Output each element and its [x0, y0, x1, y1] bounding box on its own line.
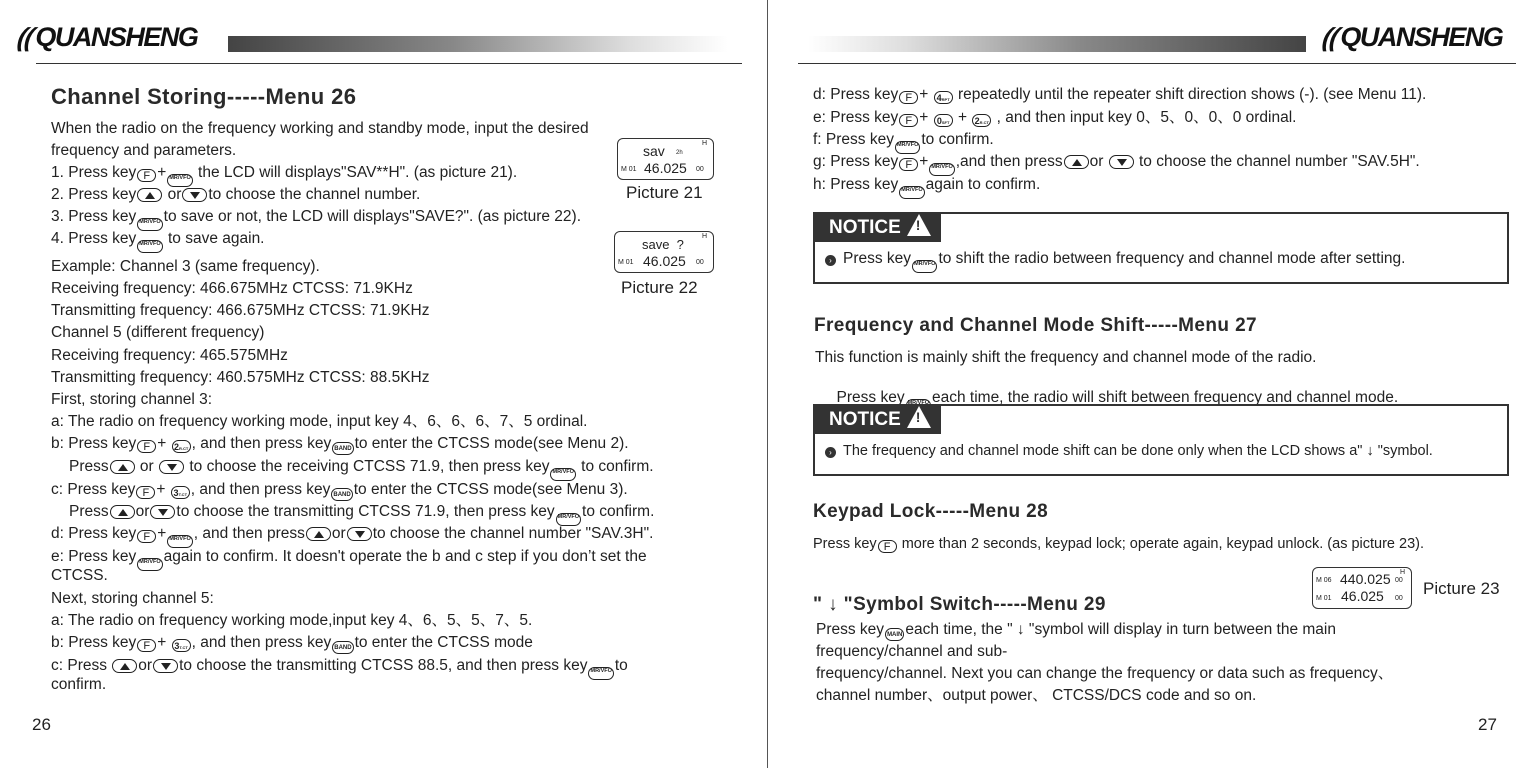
step-line: e: Press key F + 0SFT + 2R.CT , and then input key 0、5、0、0、0 ordinal. [813, 109, 1297, 127]
lcd-h-indicator: H [701, 140, 707, 147]
picture-21-caption: Picture 21 [626, 183, 703, 202]
left-page [0, 0, 767, 768]
up-key-icon [112, 659, 137, 673]
notice-box [813, 212, 1509, 284]
body-line: Press key MAIN each time, the " ↓ "symbol will display in turn between the main [816, 621, 1336, 641]
mr-vfo-key-icon: MR/VFO [895, 141, 920, 154]
example-line: a: The radio on frequency working mode, input key 4、6、6、6、7、5 ordinal. [51, 413, 588, 430]
next-line: Next, storing channel 5: [51, 590, 214, 607]
section-title-menu29: " ↓ "Symbol Switch-----Menu 29 [813, 594, 1106, 615]
step-line: f: Press key MR/VFO to confirm. [813, 131, 994, 154]
up-key-icon [137, 188, 162, 202]
step-line: Press or to choose the transmitting CTCSS 71.9, then press key MR/VFO to confirm. [69, 503, 654, 526]
notice-label: NOTICE ! [815, 214, 941, 242]
key-3-icon: 3T.CT [172, 639, 191, 652]
mr-vfo-key-icon: MR/VFO [137, 558, 162, 571]
brand-logo: ((QUANSHENG [14, 22, 198, 52]
example-line: Transmitting frequency: 460.575MHz CTCSS: 88.5KHz [51, 369, 430, 386]
body-line: channel number、output power、 CTCSS/DCS code and so on. [816, 687, 1257, 704]
down-key-icon [347, 527, 372, 541]
intro-line: frequency and parameters. [51, 142, 237, 159]
example-line: Receiving frequency: 466.675MHz CTCSS: 71.9KHz [51, 280, 413, 297]
f-key-icon: F [899, 91, 918, 104]
right-page [768, 0, 1536, 768]
header-bar [808, 36, 1306, 52]
up-key-icon [110, 505, 135, 519]
lcd-frequency: 440.025 [1340, 571, 1391, 587]
mr-vfo-key-icon: MR/VFO [899, 186, 924, 199]
step-line: 4. Press key MR/VFO to save again. [51, 230, 265, 253]
step-line: confirm. [51, 676, 107, 693]
step-line: c: Press or to choose the transmitting CTCSS 88.5, and then press key MR/VFO to [51, 657, 628, 680]
mr-vfo-key-icon: MR/VFO [929, 163, 954, 176]
step-line: Press or to choose the receiving CTCSS 71.9, then press key MR/VFO to confirm. [69, 458, 654, 481]
up-key-icon [306, 527, 331, 541]
body-line: frequency/channel. Next you can change the frequency or data such as frequency、 [816, 665, 1394, 682]
step-line: h: Press key MR/VFO again to confirm. [813, 176, 1040, 199]
f-key-icon: F [899, 158, 918, 171]
header-rule [36, 63, 742, 64]
mr-vfo-key-icon: MR/VFO [912, 260, 937, 273]
band-key-icon: BAND [332, 442, 353, 455]
example-line: Channel 5 (different frequency) [51, 324, 265, 341]
picture-22-caption: Picture 22 [621, 278, 698, 297]
step-line: CTCSS. [51, 567, 108, 584]
lcd-sub-digits: 00 [696, 259, 704, 266]
key-2-icon: 2R.CT [972, 114, 991, 127]
intro-line: When the radio on the frequency working and standby mode, input the desired [51, 120, 589, 137]
bullet-arrow-icon: › [825, 447, 836, 458]
header-rule [798, 63, 1516, 64]
mr-vfo-key-icon: MR/VFO [906, 399, 931, 412]
notice-box [813, 404, 1509, 476]
mr-vfo-key-icon: MR/VFO [588, 667, 613, 680]
main-key-icon: MAIN [885, 628, 904, 641]
notice-text: › Press key MR/VFO to shift the radio between frequency and channel mode after setting. [825, 250, 1405, 273]
down-key-icon [150, 505, 175, 519]
step-line: g: Press key F + MR/VFO ,and then press or to choose the channel number "SAV.5H". [813, 153, 1420, 176]
f-key-icon: F [137, 169, 156, 182]
down-key-icon [182, 188, 207, 202]
f-key-icon: F [899, 114, 918, 127]
up-key-icon [1064, 155, 1089, 169]
lcd-frequency: 46.025 [643, 253, 686, 269]
step-line: c: Press key F + 3T.CT , and then press key BAND to enter the CTCSS mode(see Menu 3). [51, 481, 628, 499]
lcd-channel: M 01 [618, 259, 634, 266]
mr-vfo-key-icon: MR/VFO [550, 468, 575, 481]
key-2-icon: 2R.CT [172, 440, 191, 453]
mr-vfo-key-icon: MR/VFO [137, 218, 162, 231]
lcd-channel: M 01 [1316, 595, 1332, 602]
mr-vfo-key-icon: MR/VFO [137, 240, 162, 253]
lcd-sub-digits: 00 [1395, 577, 1403, 584]
body-line: frequency/channel and sub- [816, 643, 1008, 660]
step-line: d: Press key F + MR/VFO , and then press or to choose the channel number "SAV.3H". [51, 525, 653, 548]
band-key-icon: BAND [331, 488, 352, 501]
lcd-channel: M 06 [1316, 577, 1332, 584]
lcd-channel: M 01 [621, 166, 637, 173]
lcd-frequency: 46.025 [644, 160, 687, 176]
lcd-sub-digits: 00 [696, 166, 704, 173]
key-4-icon: 4RPT [934, 91, 953, 104]
f-key-icon: F [137, 440, 156, 453]
example-line: Receiving frequency: 465.575MHz [51, 347, 288, 364]
lcd-sub-digits: 00 [1395, 595, 1403, 602]
f-key-icon: F [136, 486, 155, 499]
f-key-icon: F [137, 530, 156, 543]
key-3-icon: 3T.CT [171, 486, 190, 499]
step-line: e: Press key MR/VFO again to confirm. It doesn't operate the b and c step if you don’t set the [51, 548, 647, 571]
body-line: This function is mainly shift the frequency and channel mode of the radio. [815, 349, 1317, 366]
step-line: 2. Press key or to choose the channel number. [51, 186, 421, 203]
lcd-h-indicator: H [701, 233, 707, 240]
step-line: 1. Press key F + MR/VFO the LCD will displays"SAV**H". (as picture 21). [51, 164, 517, 187]
next-line: a: The radio on frequency working mode,input key 4、6、5、5、7、5. [51, 612, 533, 629]
body-line: Press key F more than 2 seconds, keypad lock; operate again, keypad unlock. (as picture 23). [813, 536, 1425, 553]
mr-vfo-key-icon: MR/VFO [167, 174, 192, 187]
down-key-icon [159, 460, 184, 474]
example-line: Example: Channel 3 (same frequency). [51, 258, 320, 275]
down-key-icon [153, 659, 178, 673]
step-line: d: Press key F + 4RPT repeatedly until the repeater shift direction shows (-). (see Menu 11). [813, 86, 1427, 104]
lcd-picture-22 [614, 231, 714, 273]
example-line: First, storing channel 3: [51, 391, 213, 408]
page-number: 26 [32, 715, 51, 734]
bullet-arrow-icon: › [825, 255, 836, 266]
notice-text: › The frequency and channel mode shift can be done only when the LCD shows a" ↓ "symbol. [825, 443, 1433, 459]
f-key-icon: F [137, 639, 156, 652]
band-key-icon: BAND [332, 641, 353, 654]
example-line: Transmitting frequency: 466.675MHz CTCSS: 71.9KHz [51, 302, 430, 319]
warning-icon: ! [907, 214, 931, 236]
step-line: 3. Press key MR/VFO to save or not, the LCD will displays"SAVE?". (as picture 22). [51, 208, 581, 231]
down-key-icon [1109, 155, 1134, 169]
section-title-menu26: Channel Storing-----Menu 26 [51, 84, 357, 109]
lcd-top-text: sav [643, 143, 665, 159]
section-title-menu28: Keypad Lock-----Menu 28 [813, 501, 1049, 522]
f-key-icon: F [878, 540, 897, 553]
header-bar [228, 36, 728, 52]
mr-vfo-key-icon: MR/VFO [167, 535, 192, 548]
section-title-menu27: Frequency and Channel Mode Shift-----Menu 27 [814, 315, 1258, 336]
lcd-h-indicator: H [1399, 569, 1405, 576]
page-number: 27 [1478, 715, 1497, 734]
up-key-icon [110, 460, 135, 474]
lcd-picture-23 [1312, 567, 1412, 609]
warning-icon: ! [907, 406, 931, 428]
lcd-picture-21 [617, 138, 714, 180]
lcd-small-text: 2h [676, 150, 683, 156]
picture-23-caption: Picture 23 [1423, 579, 1500, 598]
brand-logo: ((QUANSHENG [1319, 22, 1503, 52]
step-line: b: Press key F + 3T.CT , and then press key BAND to enter the CTCSS mode [51, 634, 533, 652]
step-line: b: Press key F + 2R.CT , and then press key BAND to enter the CTCSS mode(see Menu 2). [51, 435, 629, 453]
mr-vfo-key-icon: MR/VFO [556, 513, 581, 526]
lcd-frequency: 46.025 [1341, 588, 1384, 604]
body-line: Press key MR/VFO each time, the radio will shift between frequency and channel mode. [815, 371, 1398, 430]
key-0-icon: 0SFT [934, 114, 953, 127]
notice-label: NOTICE ! [815, 406, 941, 434]
lcd-top-text: save ? [642, 237, 684, 252]
